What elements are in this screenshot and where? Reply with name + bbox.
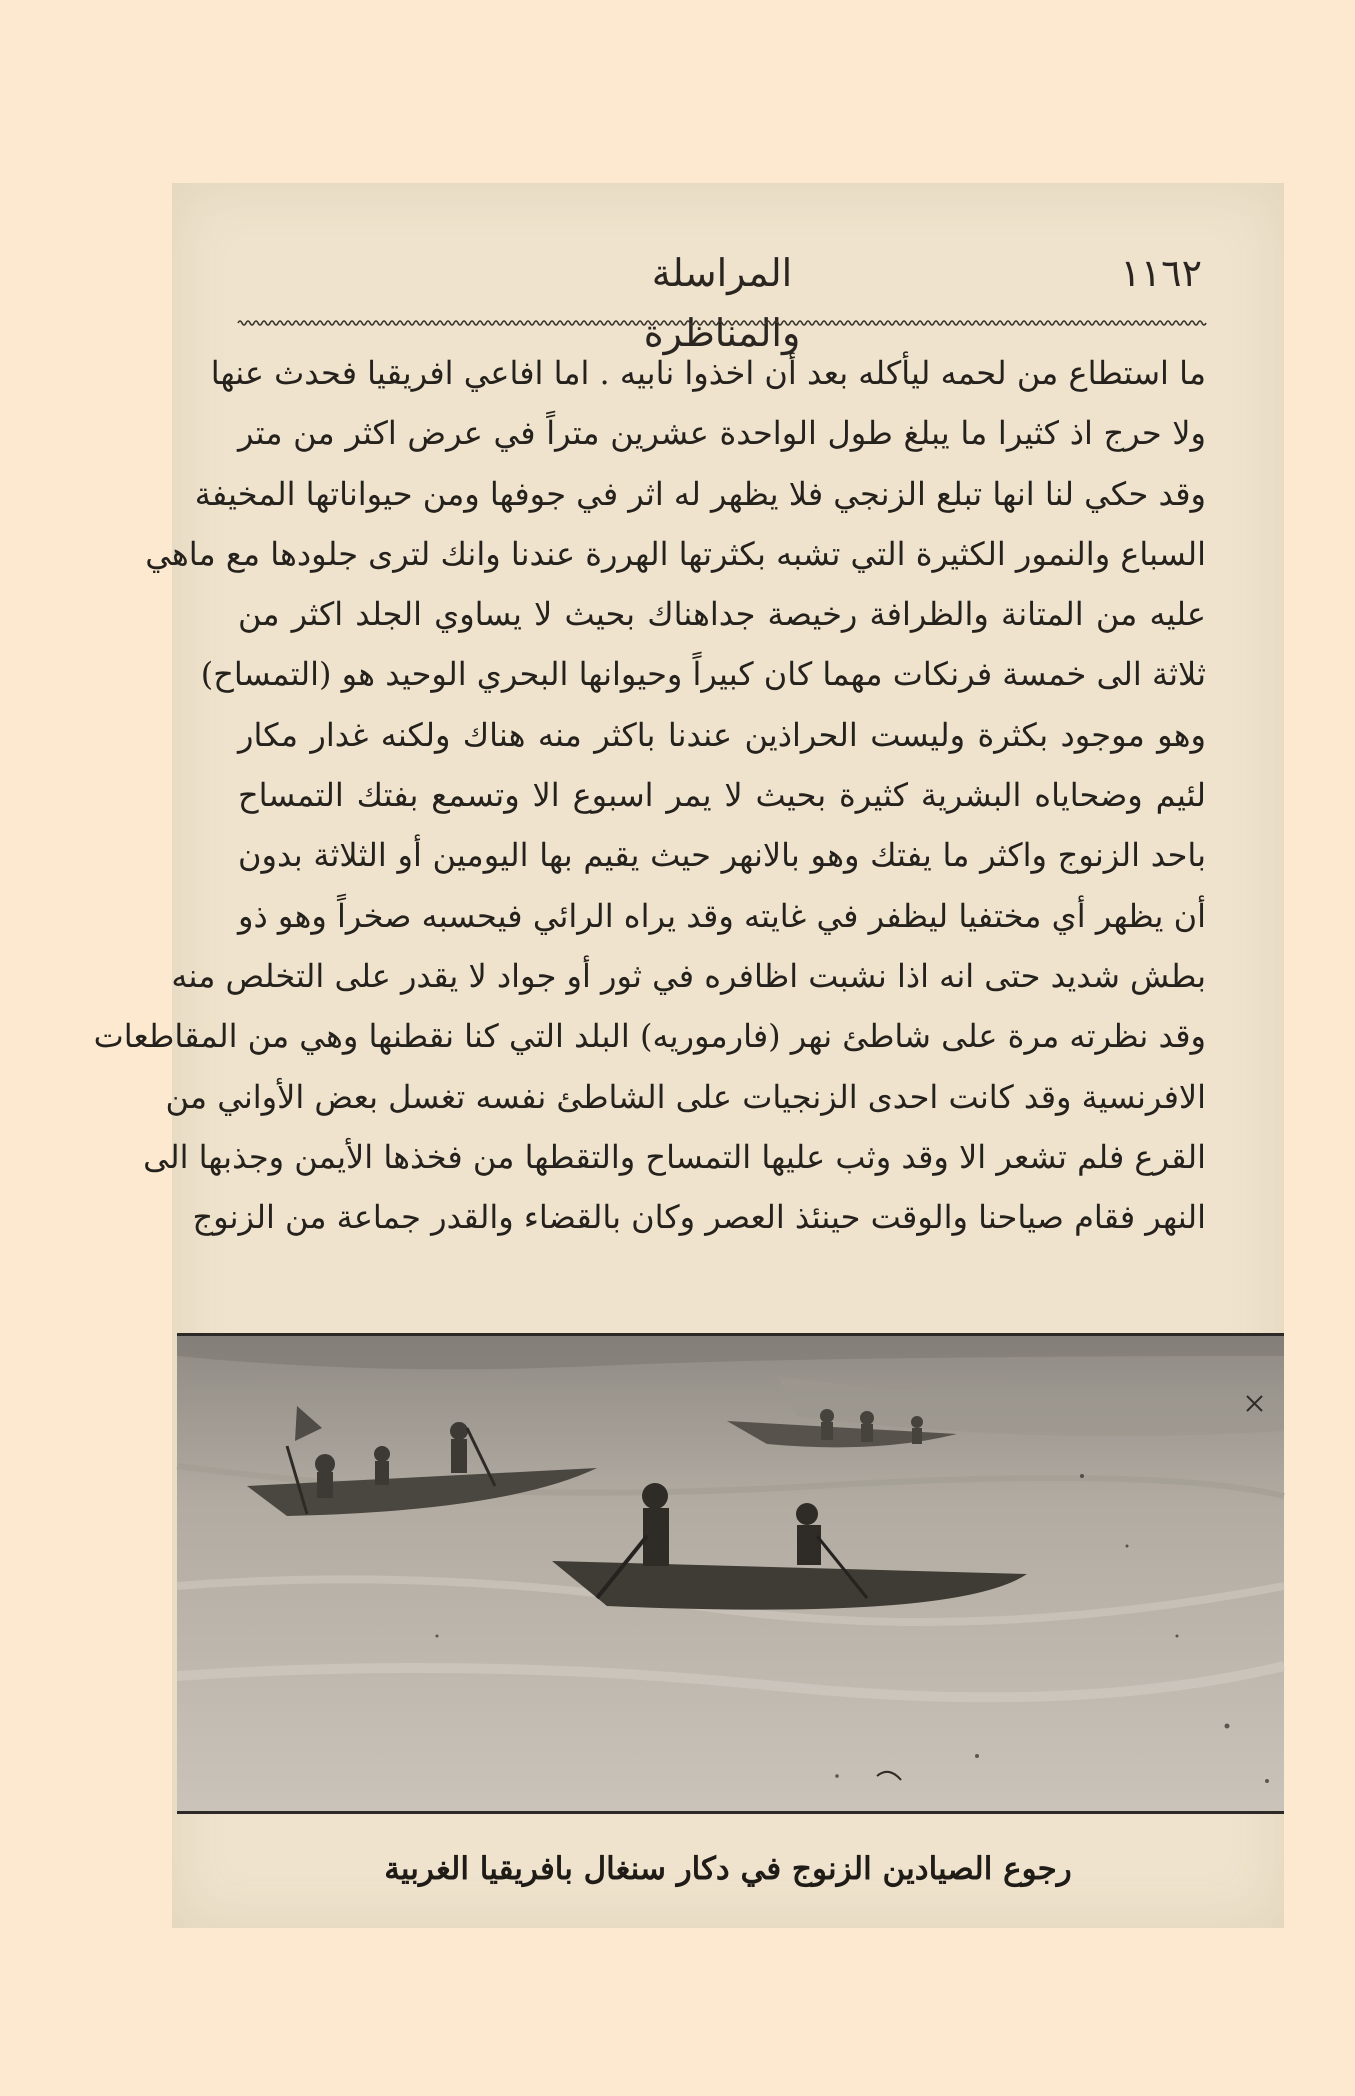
- page-number: ١١٦٢: [1120, 251, 1202, 295]
- wavy-divider: [238, 318, 1206, 328]
- book-page: [93, 183, 1284, 1928]
- running-title: المراسلة والمناظرة: [643, 251, 801, 355]
- text-line: ثلاثة الى خمسة فرنكات مهما كان كبيراً وحيوانها البحري الوحيد هو (التمساح): [200, 655, 1206, 694]
- text-line: وقد نظرته مرة على شاطئ نهر (فارموريه) البلد التي كنا نقطنها وهي من المقاطعات: [93, 1017, 1206, 1056]
- photograph-fishermen-boats: [177, 1333, 1284, 1814]
- text-line: وقد حكي لنا انها تبلع الزنجي فلا يظهر له اثر في جوفها ومن حيواناتها المخيفة: [194, 474, 1206, 513]
- text-line: باحد الزنوج واكثر ما يفتك وهو بالانهر حيث يقيم بها اليومين أو الثلاثة بدون: [238, 836, 1207, 875]
- text-line: السباع والنمور الكثيرة التي تشبه بكثرتها الهررة عندنا وانك لترى جلودها مع ماهي: [145, 534, 1206, 573]
- text-line: وهو موجود بكثرة وليست الحراذين عندنا باكثر منه هناك ولكنه غدار مكار: [238, 715, 1206, 754]
- text-line: النهر فقام صياحنا والوقت حينئذ العصر وكان بالقضاء والقدر جماعة من الزنوج: [192, 1198, 1206, 1237]
- text-line: بطش شديد حتى انه اذا نشبت اظافره في ثور أو جواد لا يقدر على التخلص منه: [171, 956, 1206, 995]
- text-line: ما استطاع من لحمه ليأكله بعد أن اخذوا نابيه . اما افاعي افريقيا فحدث عنها: [210, 354, 1206, 392]
- page-header: [242, 243, 1202, 355]
- text-line: أن يظهر أي مختفيا ليظفر في غايته وقد يراه الرائي فيحسبه صخراً وهو ذو: [238, 896, 1207, 935]
- text-line: عليه من المتانة والظرافة رخيصة جداهناك بحيث لا يساوي الجلد اكثر من: [238, 595, 1206, 634]
- text-line: لئيم وضحاياه البشرية كثيرة بحيث لا يمر اسبوع الا وتسمع بفتك التمساح: [238, 776, 1207, 815]
- text-line: ولا حرج اذ كثيرا ما يبلغ طول الواحدة عشرين متراً في عرض اكثر من متر: [238, 414, 1206, 453]
- text-line: القرع فلم تشعر الا وقد وثب عليها التمساح والتقطها من فخذها الأيمن وجذبها الى: [143, 1137, 1206, 1176]
- text-line: الافرنسية وقد كانت احدى الزنجيات على الشاطئ نفسه تغسل بعض الأواني من: [165, 1077, 1206, 1116]
- photo-illustration: [177, 1336, 1284, 1811]
- photo-caption: رجوع الصيادين الزنوج في دكار سنغال بافريقيا الغربية: [384, 1851, 1072, 1887]
- article-body: [93, 343, 1207, 1247]
